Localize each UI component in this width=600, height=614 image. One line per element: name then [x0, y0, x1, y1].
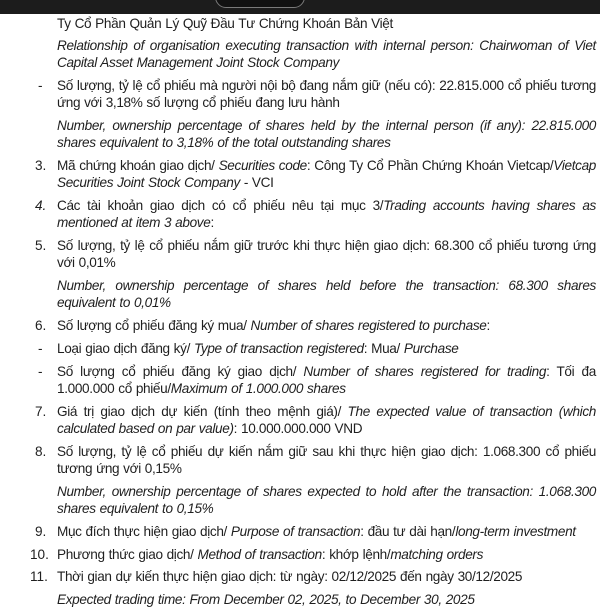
value-vi: : khớp lệnh/ [321, 546, 391, 562]
value-en: Vietcap Securities Joint Stock Company [57, 158, 596, 191]
item-number: 8. [35, 443, 47, 459]
label-en: Securities code [218, 158, 307, 174]
label-en: Method of transaction [197, 546, 322, 562]
item-4-trading-accounts [0, 197, 600, 231]
value: : 10.000.000.000 VND [233, 421, 363, 436]
label-vi: Loại giao dịch đăng ký/ [57, 341, 194, 356]
bullet-dash: - [38, 341, 43, 356]
current-holding-en-text: Number, ownership percentage of shares held by the internal person (if any): 22.815.000 shares equivalent to 3,18% of the total outstanding shares [57, 118, 596, 151]
label-vi: Mục đích thực hiện giao dịch/ [57, 523, 231, 539]
item-6-shares-registered [0, 317, 600, 334]
camera-notch [215, 0, 305, 8]
item-number: 3. [35, 158, 47, 174]
item-3-securities-code [0, 157, 600, 191]
item-7-expected-value [0, 403, 600, 437]
label-vi: Số lượng cổ phiếu đăng ký mua/ [57, 318, 251, 334]
label-en: The expected value of transaction (which calculated based on par value) [57, 403, 596, 436]
colon: : [210, 215, 214, 231]
value-en: Purchase [403, 341, 459, 356]
value-en: matching orders [390, 546, 484, 562]
item-number: 10. [30, 546, 49, 562]
holding-before-vi-text: Số lượng, tỷ lệ cổ phiếu nắm giữ trước khi thực hiện giao dịch: 68.300 cổ phiếu tương ứng với 0,01% [57, 238, 596, 271]
relationship-text: Relationship of organisation executing transaction with internal person: Chairwoman of Viet Capital Asset Management Joint Stock Company [57, 38, 596, 71]
holding-before-en-text: Number, ownership percentage of shares held before the transaction: 68.300 shares equivalent to 0,01% [57, 278, 596, 311]
item-number: 5. [35, 238, 47, 254]
current-holding-en [0, 117, 600, 151]
value-vi: : đầu tư dài hạn/ [360, 523, 456, 539]
item-number: 4. [35, 198, 47, 214]
item-number: 6. [35, 318, 47, 334]
colon: : [486, 318, 490, 334]
label-en: Purpose of transaction [230, 523, 361, 539]
value-vi: : Công Ty Cổ Phần Chứng Khoán Vietcap/ [306, 158, 554, 174]
item-5-holding-before-vi [0, 237, 600, 271]
current-holding-vi [0, 77, 600, 111]
label-vi: Giá trị giao dịch dự kiến (tính theo mệnh giá)/ [57, 403, 348, 419]
cut-off-heading-line [0, 15, 600, 32]
bullet-dash: - [38, 78, 43, 94]
value-en: long-term investment [455, 523, 576, 539]
item-10-method [0, 546, 600, 563]
item-9-purpose [0, 523, 600, 540]
value-vi: : Mua/ [363, 341, 404, 356]
cut-line-text: Ty Cổ Phần Quản Lý Quỹ Đầu Tư Chứng Khoán Bản Việt [57, 16, 393, 31]
value-en: Maximum of 1.000.000 shares [170, 381, 346, 396]
trading-time-vi-text: Thời gian dự kiến thực hiện giao dịch: từ ngày: 02/12/2025 đến ngày 30/12/2025 [57, 569, 523, 585]
item-5-holding-before-en [0, 277, 600, 311]
item-8-holding-after-en [0, 483, 600, 517]
trading-time-en-text: Expected trading time: From December 02, 2025, to December 30, 2025 [57, 592, 475, 608]
current-holding-vi-text: Số lượng, tỷ lệ cổ phiếu mà người nội bộ đang nắm giữ (nếu có): 22.815.000 cổ phiếu tương ứng với 3,18% số lượng cổ phiếu đang lưu hành [57, 78, 596, 111]
document-body [0, 15, 600, 614]
shares-registered-trading [0, 363, 600, 397]
label-en: Type of transaction registered [193, 341, 364, 356]
label-vi: Phương thức giao dịch/ [57, 546, 198, 562]
item-number: 7. [35, 403, 47, 419]
bullet-dash: - [38, 363, 43, 379]
label-vi: Số lượng cổ phiếu đăng ký giao dịch/ [57, 363, 304, 379]
value-vi: : Tối đa 1.000.000 cổ phiếu/ [57, 363, 596, 396]
item-number: 11. [30, 569, 48, 585]
label-vi: Mã chứng khoán giao dịch/ [57, 158, 219, 174]
ticker: - VCI [239, 175, 274, 191]
holding-after-vi-text: Số lượng, tỷ lệ cổ phiếu dự kiến nắm giữ sau khi thực hiện giao dịch: 1.068.300 cổ phiếu tương ứng với 0,15% [57, 443, 596, 476]
label-en: Number of shares registered to purchase [250, 318, 487, 334]
label-vi: Các tài khoản giao dịch có cổ phiếu nêu tại mục 3/ [57, 198, 384, 214]
label-en: Number of shares registered for trading [303, 363, 547, 379]
item-8-holding-after-vi [0, 443, 600, 477]
holding-after-en-text: Number, ownership percentage of shares expected to hold after the transaction: 1.068.300 shares equivalent to 0,15% [57, 483, 596, 516]
transaction-type [0, 340, 600, 357]
item-number: 9. [35, 523, 47, 539]
phone-status-bar [0, 0, 600, 14]
label-en: Trading accounts having shares as mentioned at item 3 above [57, 198, 596, 231]
item-11-trading-time-vi [0, 568, 600, 585]
relationship-en [0, 37, 600, 71]
